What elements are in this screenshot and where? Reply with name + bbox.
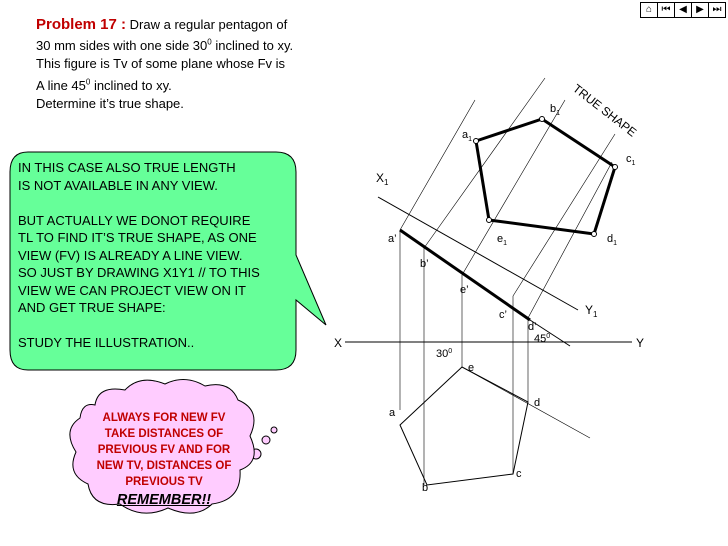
problem-line-3: This figure is Tv of some plane whose Fv is — [36, 56, 286, 72]
callout-text: IN THIS CASE ALSO TRUE LENGTH IS NOT AVAILABLE IN ANY VIEW. BUT ACTUALLY WE DONOT REQUIRE TL TO FIND IT’S TRUE SHAPE, AS ONE VIEW (FV) IS ALREADY A LINE VIEW. SO JUST BY DRAWING X1Y1 // TO THIS VIEW WE CAN PROJECT VIEW ON IT AND GET TRUE SHAPE: STUDY THE ILLUSTRATION.. — [18, 160, 260, 350]
fv-label-e: e’ — [460, 284, 469, 296]
inclined-projectors — [400, 78, 618, 318]
thought-message: ALWAYS FOR NEW FV TAKE DISTANCES OF PREVIOUS FV AND FOR NEW TV, DISTANCES OF PREVIOUS TV — [96, 412, 232, 488]
true-shape-label: TRUE SHAPE — [570, 81, 640, 140]
ts-label-b: $b_1$ — [550, 103, 561, 117]
x1y1-reference-line — [378, 197, 578, 310]
tv-label-e: e — [468, 362, 475, 374]
x-label: X — [334, 336, 343, 350]
last-slide-button[interactable]: ⏭ — [709, 3, 725, 17]
ts-label-c: $c_1$ — [626, 153, 636, 167]
tv-label-b: b — [422, 482, 429, 494]
ts-label-e: $e_1$ — [497, 233, 508, 247]
x1-label: $X_1$ — [376, 171, 389, 187]
problem-line-2: 30 mm sides with one side $30^0$ inclined to xy. — [36, 38, 294, 54]
ts-label-a: $a_1$ — [462, 129, 473, 143]
angle-30-label: $30^0$ — [436, 348, 453, 360]
y-label: Y — [636, 336, 645, 350]
thought-text — [88, 410, 240, 508]
previous-slide-button[interactable]: ◀ — [675, 3, 692, 17]
tv-extension-line — [462, 367, 590, 438]
problem-line-5: Determine it’s true shape. — [36, 95, 184, 111]
problem-line-4: A line $45^0$ inclined to xy. — [36, 77, 172, 93]
ts-label-d: $d_1$ — [607, 233, 618, 247]
fv-label-d: d’ — [528, 321, 537, 333]
y1-label: $Y_1$ — [585, 303, 598, 319]
remember-text: REMEMBER!! — [116, 492, 212, 508]
top-view-pentagon — [400, 367, 528, 485]
problem-line-1: Draw a regular pentagon of — [129, 17, 288, 32]
true-shape-pentagon — [476, 119, 615, 234]
problem-title: Problem 17 : — [36, 16, 127, 33]
angle-45-label: $45^0$ — [534, 333, 551, 345]
fv-label-c: c’ — [499, 309, 507, 321]
tv-label-a: a — [389, 407, 396, 419]
home-button[interactable]: ⌂ — [641, 3, 658, 17]
first-slide-button[interactable]: ⏮ — [658, 3, 675, 17]
next-slide-button[interactable]: ▶ — [692, 3, 709, 17]
tv-label-d: d — [534, 397, 541, 409]
tv-label-c: c — [516, 468, 522, 480]
fv-label-a: a’ — [388, 233, 397, 245]
front-view-line — [400, 230, 530, 320]
fv-label-b: b’ — [420, 258, 429, 270]
